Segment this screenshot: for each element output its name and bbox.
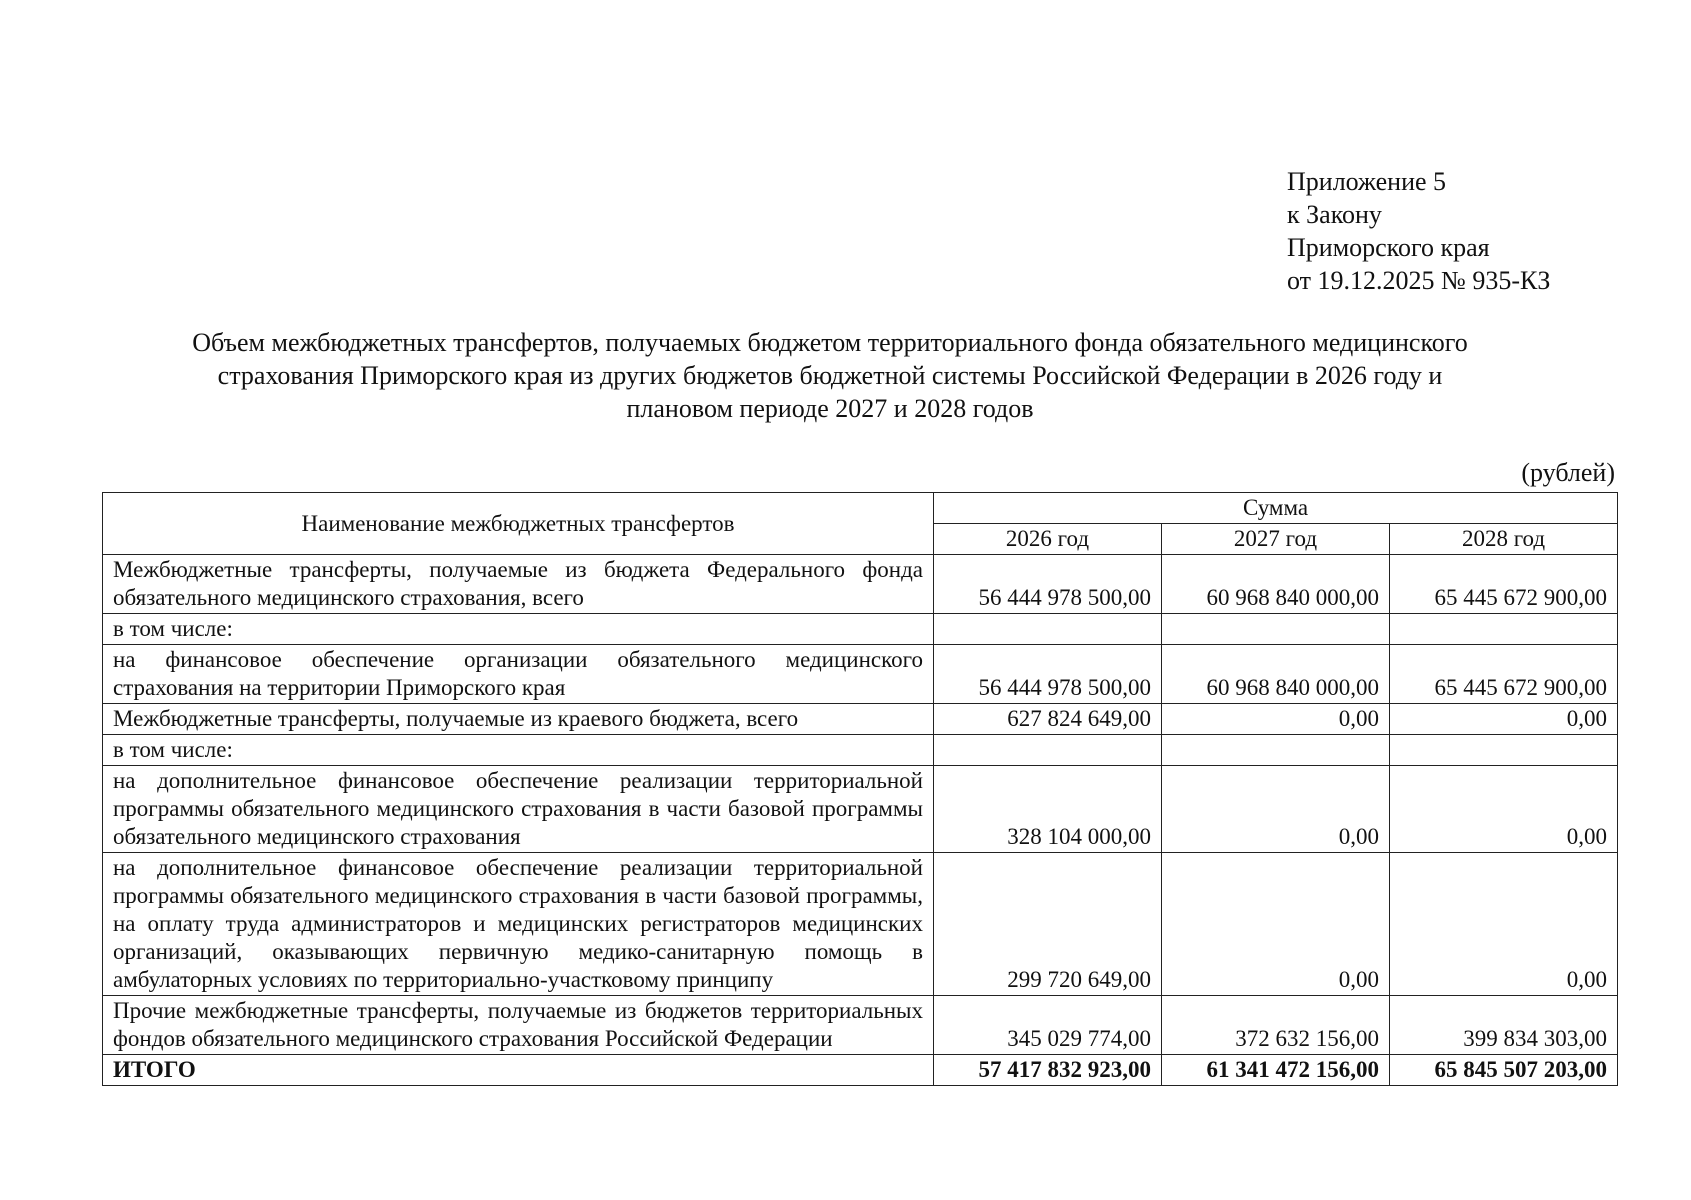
total-row <box>103 1055 1618 1086</box>
table-row <box>103 704 1618 735</box>
value-2027: 60 968 840 000,00 <box>1162 645 1390 704</box>
table-row <box>103 735 1618 766</box>
table-row <box>103 996 1618 1055</box>
value-2026: 56 444 978 500,00 <box>934 555 1162 614</box>
total-2027: 61 341 472 156,00 <box>1162 1055 1390 1086</box>
value-2026 <box>934 735 1162 766</box>
value-2028 <box>1390 614 1618 645</box>
value-2028: 65 445 672 900,00 <box>1390 645 1618 704</box>
value-2026: 345 029 774,00 <box>934 996 1162 1055</box>
total-2028: 65 845 507 203,00 <box>1390 1055 1618 1086</box>
header-year: 2027 год <box>1162 524 1390 555</box>
value-2028: 65 445 672 900,00 <box>1390 555 1618 614</box>
value-2026: 56 444 978 500,00 <box>934 645 1162 704</box>
total-2026: 57 417 832 923,00 <box>934 1055 1162 1086</box>
table-row <box>103 555 1618 614</box>
appendix-line: Приложение 5 <box>1287 167 1447 196</box>
row-name: на дополнительное финансовое обеспечение реализации территориальной программы обязательного медицинского страхования в части базовой программы, на оплату труда администраторов и медицинских регистраторов медицинских организаций, оказывающих первичную медико-санитарную помощь в амбулаторных условиях по территориально-участковому принципу <box>103 853 934 996</box>
value-2028 <box>1390 735 1618 766</box>
header-sum: Сумма <box>934 493 1618 524</box>
value-2026 <box>934 614 1162 645</box>
value-2028: 0,00 <box>1390 704 1618 735</box>
value-2027: 60 968 840 000,00 <box>1162 555 1390 614</box>
value-2028: 0,00 <box>1390 766 1618 853</box>
table-row <box>103 853 1618 996</box>
table-row <box>103 766 1618 853</box>
appendix-line: Приморского края <box>1287 233 1490 262</box>
row-name: Прочие межбюджетные трансферты, получаемые из бюджетов территориальных фондов обязательного медицинского страхования Российской Федерации <box>103 996 934 1055</box>
header-name: Наименование межбюджетных трансфертов <box>103 493 934 555</box>
header-year: 2028 год <box>1390 524 1618 555</box>
value-2027: 372 632 156,00 <box>1162 996 1390 1055</box>
transfers-table <box>102 492 1618 1086</box>
row-name: в том числе: <box>103 614 934 645</box>
value-2027: 0,00 <box>1162 766 1390 853</box>
table-row <box>103 645 1618 704</box>
appendix-line: к Закону <box>1287 200 1382 229</box>
value-2026: 627 824 649,00 <box>934 704 1162 735</box>
value-2027 <box>1162 614 1390 645</box>
row-name: на дополнительное финансовое обеспечение реализации территориальной программы обязательного медицинского страхования в части базовой программы обязательного медицинского страхования <box>103 766 934 853</box>
value-2026: 299 720 649,00 <box>934 853 1162 996</box>
appendix-block <box>1287 165 1550 297</box>
row-name: в том числе: <box>103 735 934 766</box>
value-2027: 0,00 <box>1162 704 1390 735</box>
total-label: ИТОГО <box>103 1055 934 1086</box>
row-name: Межбюджетные трансферты, получаемые из краевого бюджета, всего <box>103 704 934 735</box>
units-label: (рублей) <box>1521 458 1615 487</box>
value-2028: 0,00 <box>1390 853 1618 996</box>
value-2027 <box>1162 735 1390 766</box>
appendix-line: от 19.12.2025 № 935-КЗ <box>1287 266 1551 295</box>
value-2028: 399 834 303,00 <box>1390 996 1618 1055</box>
table-row <box>103 614 1618 645</box>
row-name: на финансовое обеспечение организации обязательного медицинского страхования на территории Приморского края <box>103 645 934 704</box>
document-title: Объем межбюджетных трансфертов, получаемых бюджетом территориального фонда обязательного медицинского страхования Приморского края из других бюджетов бюджетной системы Российской Федерации в 2026 году и плановом периоде 2027 и 2028 годов <box>192 328 1468 423</box>
value-2027: 0,00 <box>1162 853 1390 996</box>
header-year: 2026 год <box>934 524 1162 555</box>
row-name: Межбюджетные трансферты, получаемые из бюджета Федерального фонда обязательного медицинского страхования, всего <box>103 555 934 614</box>
value-2026: 328 104 000,00 <box>934 766 1162 853</box>
